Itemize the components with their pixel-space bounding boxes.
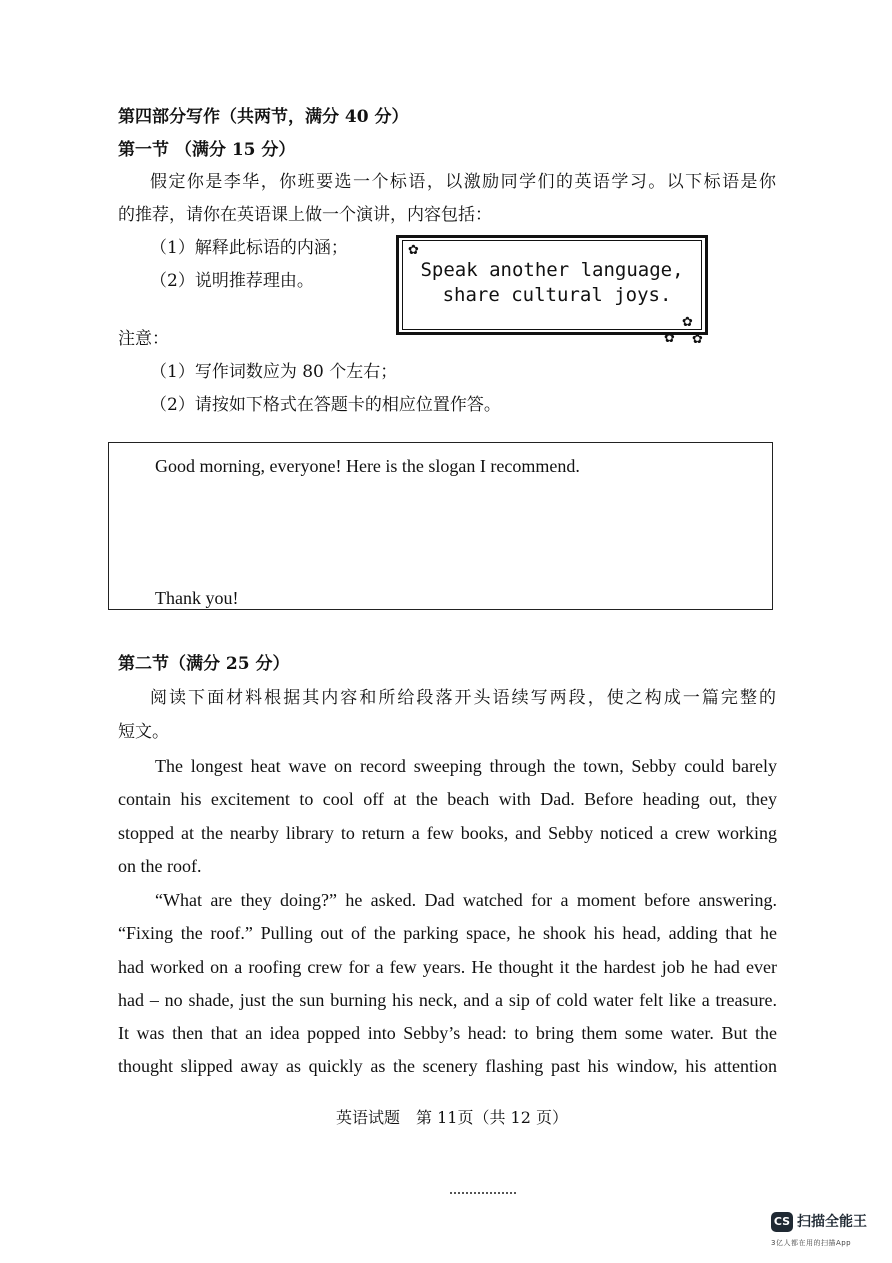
story-line: had – no shade, just the sun burning his neck, and a sip of cold water felt like a treasure.: [118, 990, 777, 1010]
story-line: on the roof.: [118, 856, 202, 876]
camscanner-logo-icon: CS: [771, 1212, 793, 1232]
story-line: contain his excitement to cool off at the beach with Dad. Before heading out, they: [118, 789, 777, 809]
story-line: had worked on a roofing crew for a few years. He thought it the hardest job he had ever: [118, 957, 777, 977]
story-line: stopped at the nearby library to return a few books, and Sebby noticed a crew working: [118, 823, 777, 843]
section1-intro-line1: 假定你是李华，你班要选一个标语，以激励同学们的英语学习。以下标语是你: [150, 172, 776, 192]
section1-point2: （2）说明推荐理由。: [150, 271, 314, 291]
answer-opening: Good morning, everyone! Here is the slogan I recommend.: [155, 456, 580, 476]
section2-intro-line2: 短文。: [118, 722, 169, 742]
flower-icon: ✿: [664, 331, 675, 346]
page-footer: 英语试题 第 11页（共 12 页）: [336, 1108, 568, 1127]
slogan-line2: share cultural joys.: [442, 284, 672, 306]
slogan-text: [402, 258, 702, 308]
note1: （1）写作词数应为 80 个左右；: [150, 362, 398, 382]
story-line: The longest heat wave on record sweeping through the town, Sebby could barely: [155, 756, 777, 776]
camscanner-tagline: 3亿人都在用的扫描App: [771, 1239, 852, 1247]
story-line: It was then that an idea popped into Sebby’s head: to bring them some water. But the: [118, 1023, 777, 1043]
part-title: 第四部分写作（共两节，满分 40 分）: [118, 107, 409, 127]
dotted-divider: [450, 1192, 516, 1194]
section2-heading: 第二节（满分 25 分）: [118, 654, 290, 674]
flower-icon: ✿: [692, 332, 703, 347]
section1-heading: 第一节 （满分 15 分）: [118, 140, 296, 160]
story-line: thought slipped away as quickly as the scenery flashing past his window, his attention: [118, 1056, 777, 1076]
slogan-line1: Speak another language,: [420, 259, 684, 281]
answer-closing: Thank you!: [155, 588, 239, 608]
flower-icon: ✿: [682, 315, 693, 330]
section1-intro-line2: 的推荐，请你在英语课上做一个演讲，内容包括：: [118, 205, 492, 225]
flower-icon: ✿: [408, 243, 419, 258]
story-line: “What are they doing?” he asked. Dad watched for a moment before answering.: [155, 890, 777, 910]
note2: （2）请按如下格式在答题卡的相应位置作答。: [150, 395, 501, 415]
section2-intro-line1: 阅读下面材料根据其内容和所给段落开头语续写两段，使之构成一篇完整的: [150, 688, 776, 708]
camscanner-logo-name: 扫描全能王: [797, 1214, 867, 1230]
note-label: 注意：: [118, 329, 169, 349]
section1-point1: （1）解释此标语的内涵；: [150, 238, 348, 258]
story-line: “Fixing the roof.” Pulling out of the parking space, he shook his head, adding that he: [118, 923, 777, 943]
